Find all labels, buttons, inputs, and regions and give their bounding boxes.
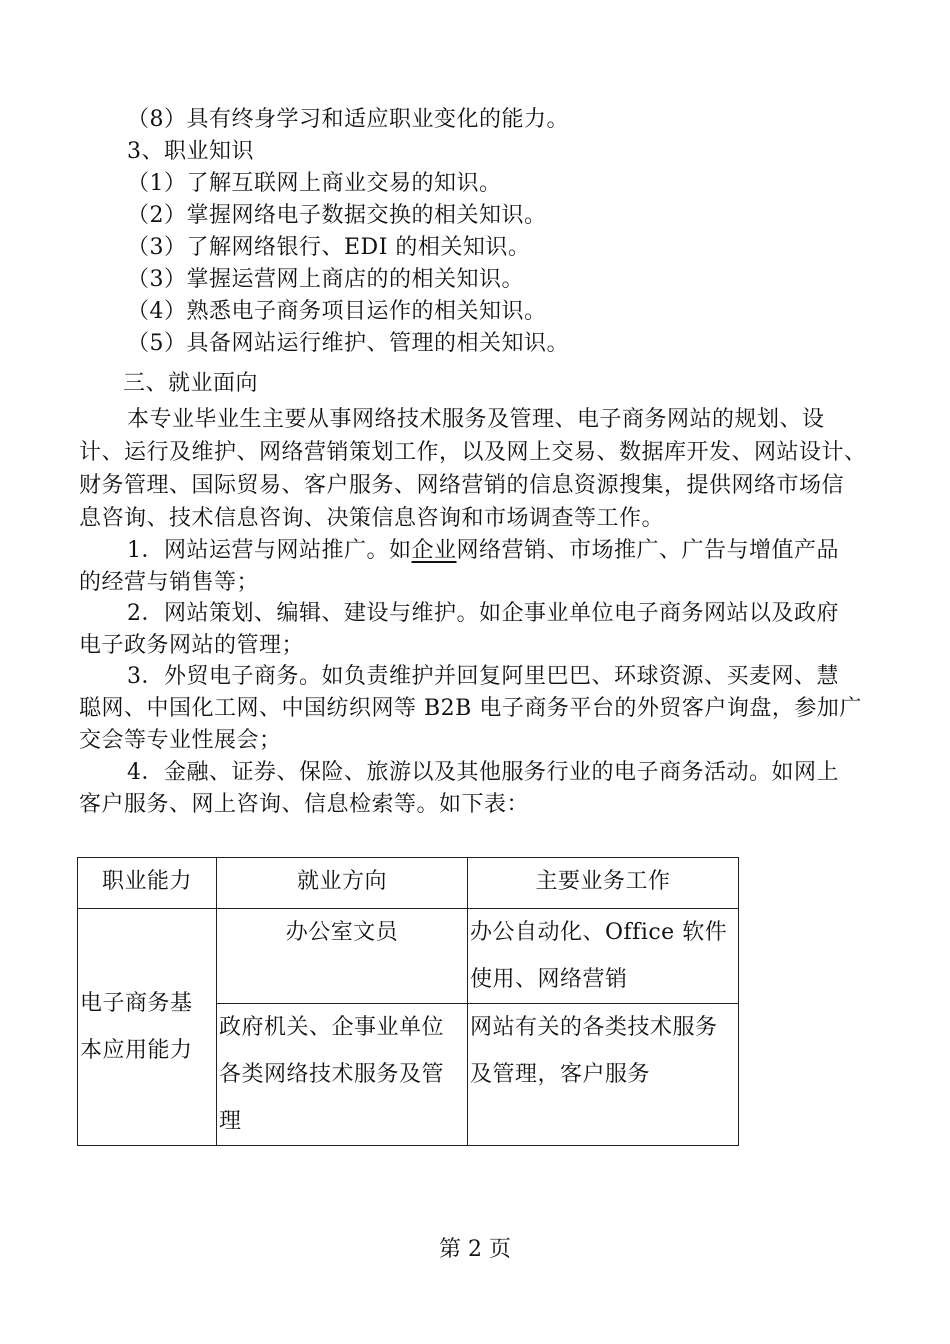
paragraph-line: 财务管理、国际贸易、客户服务、网络营销的信息资源搜集，提供网络市场信 — [79, 473, 845, 498]
employment-table — [77, 857, 739, 1146]
paragraph-line: 4．金融、证券、保险、旅游以及其他服务行业的电子商务活动。如网上 — [127, 760, 839, 785]
paragraph-line: 计、运行及维护、网络营销策划工作，以及网上交易、数据库开发、网站设计、 — [79, 440, 867, 465]
list-item: （4）熟悉电子商务项目运作的相关知识。 — [127, 299, 547, 324]
paragraph-line: 聪网、中国化工网、中国纺织网等 B2B 电子商务平台的外贸客户询盘，参加广 — [79, 696, 862, 721]
list-item: （3）掌握运营网上商店的的相关知识。 — [127, 267, 524, 292]
work-cell: 网站有关的各类技术服务及管理，客户服务 — [468, 1004, 739, 1146]
section-heading: 3、职业知识 — [127, 139, 254, 164]
ability-cell: 电子商务基本应用能力 — [78, 909, 217, 1146]
paragraph-line: 客户服务、网上咨询、信息检索等。如下表： — [79, 792, 530, 817]
paragraph-line: 电子政务网站的管理； — [79, 633, 305, 658]
list-item: （1）了解互联网上商业交易的知识。 — [127, 171, 502, 196]
list-item: （8）具有终身学习和适应职业变化的能力。 — [127, 107, 569, 132]
table-header-cell: 就业方向 — [217, 858, 468, 909]
paragraph-line — [127, 535, 950, 567]
direction-cell: 政府机关、企事业单位各类网络技术服务及管理 — [217, 1004, 468, 1146]
section-heading: 三、就业面向 — [123, 371, 259, 396]
table-row — [78, 909, 739, 1004]
underlined-text: 企业 — [411, 538, 457, 563]
table-header-row — [78, 858, 739, 909]
table-header-cell: 主要业务工作 — [468, 858, 739, 909]
text-run: 1．网站运营与网站推广。如 — [127, 538, 412, 563]
paragraph-line: 的经营与销售等； — [79, 570, 260, 595]
paragraph-line: 息咨询、技术信息咨询、决策信息咨询和市场调查等工作。 — [79, 506, 665, 531]
paragraph-line: 2．网站策划、编辑、建设与维护。如企事业单位电子商务网站以及政府 — [127, 601, 839, 626]
list-item: （3）了解网络银行、EDI 的相关知识。 — [127, 235, 531, 260]
text-run: 网络营销、市场推广、广告与增值产品 — [456, 538, 840, 563]
table-header-cell: 职业能力 — [78, 858, 217, 909]
page-number: 第 2 页 — [439, 1237, 511, 1262]
direction-cell: 办公室文员 — [217, 909, 468, 1004]
paragraph-line: 3．外贸电子商务。如负责维护并回复阿里巴巴、环球资源、买麦网、慧 — [127, 664, 839, 689]
list-item: （5）具备网站运行维护、管理的相关知识。 — [127, 331, 569, 356]
work-cell: 办公自动化、Office 软件使用、网络营销 — [468, 909, 739, 1004]
paragraph-line: 本专业毕业生主要从事网络技术服务及管理、电子商务网站的规划、设 — [127, 407, 825, 432]
paragraph-line: 交会等专业性展会； — [79, 728, 282, 753]
list-item: （2）掌握网络电子数据交换的相关知识。 — [127, 203, 547, 228]
